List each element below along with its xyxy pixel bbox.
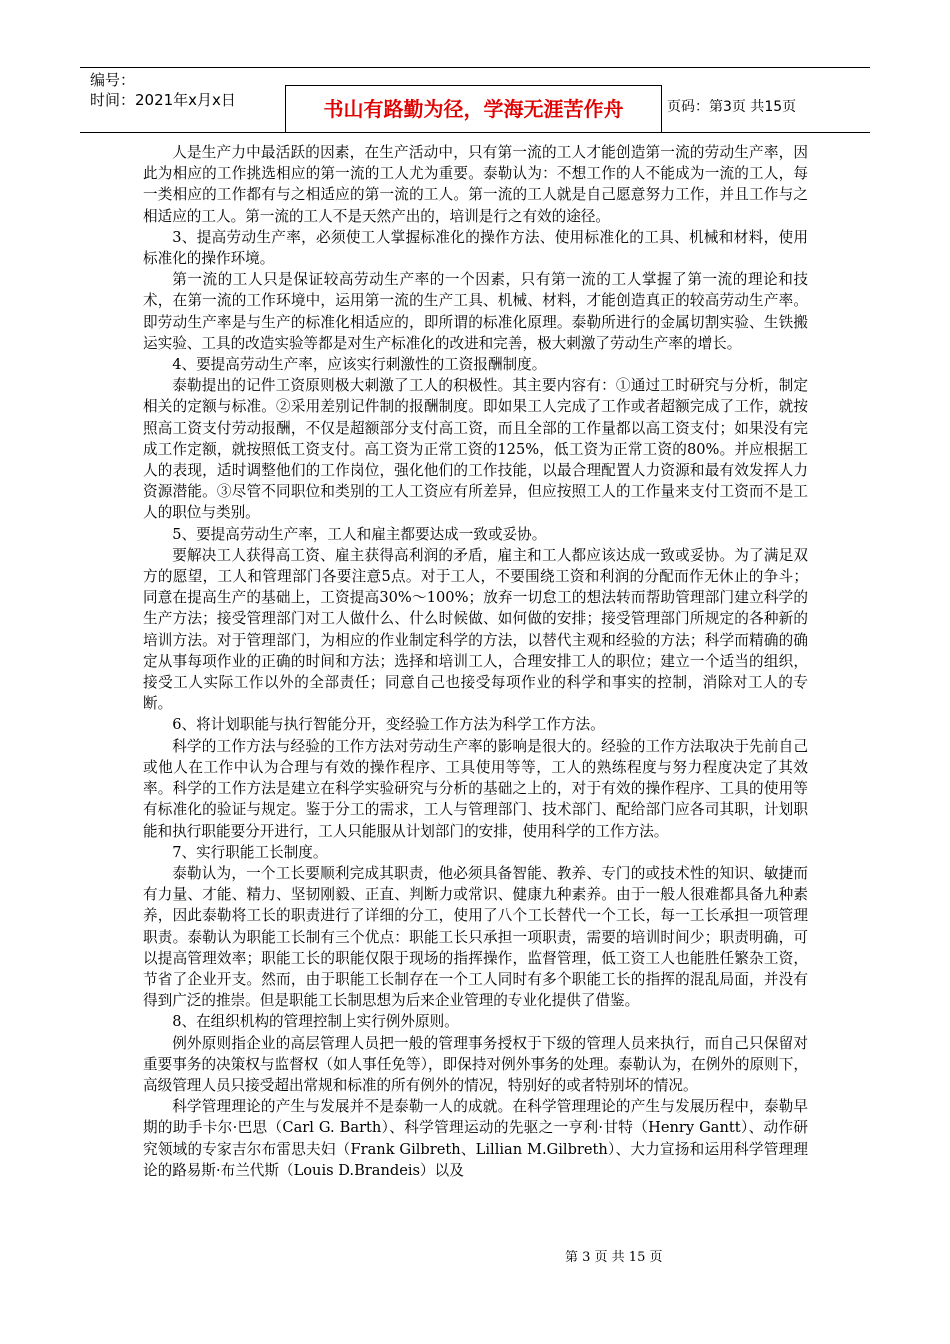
header-page-info: 页码：第3页 共15页	[667, 99, 797, 115]
document-body	[143, 142, 808, 1181]
section-heading-3: 3、提高劳动生产率，必须使工人掌握标准化的操作方法、使用标准化的工具、机械和材料，使用标准化的操作环境。	[143, 228, 808, 268]
header-bottom-rule	[80, 132, 870, 133]
page-footer: 第 3 页 共 15 页	[565, 1250, 663, 1265]
document-time-label: 时间：2021年x月x日	[90, 91, 236, 109]
body-paragraph: 人是生产力中最活跃的因素，在生产活动中，只有第一流的工人才能创造第一流的劳动生产率，因此为相应的工作挑选相应的第一流的工人尤为重要。泰勒认为：不想工作的人不能成为一流的工人，每一类相应的工作都有与之相适应的第一流的工人。第一流的工人就是自己愿意努力工作，并且工作与之相适应的工人。第一流的工人不是天然产出的，培训是行之有效的途径。	[143, 144, 808, 225]
body-paragraph: 第一流的工人只是保证较高劳动生产率的一个因素，只有第一流的工人掌握了第一流的理论和技术，在第一流的工作环境中，运用第一流的生产工具、机械、材料，才能创造真正的较高劳动生产率。即劳动生产率是与生产的标准化相适应的，即所谓的标准化原理。泰勒所进行的金属切割实验、生铁搬运实验、工具的改造实验等都是对生产标准化的改进和完善，极大刺激了劳动生产率的增长。	[143, 271, 808, 352]
body-paragraph: 要解决工人获得高工资、雇主获得高利润的矛盾，雇主和工人都应该达成一致或妥协。为了满足双方的愿望，工人和管理部门各要注意5点。对于工人，不要围绕工资和利润的分配而作无休止的争斗；同意在提高生产的基础上，工资提高30%～100%；放弃一切怠工的想法转而帮助管理部门建立科学的生产方法；接受管理部门对工人做什么、什么时候做、如何做的安排；接受管理部门所规定的各种新的培训方法。对于管理部门，为相应的作业制定科学的方法，以替代主观和经验的方法；科学而精确的确定从事每项作业的正确的时间和方法；选择和培训工人，合理安排工人的职位；建立一个适当的组织，接受工人实际工作以外的全部责任；同意自己也接受每项作业的科学和事实的控制，消除对工人的专断。	[143, 546, 808, 713]
page-header	[80, 67, 870, 133]
header-motto: 书山有路勤为径，学海无涯苦作舟	[285, 85, 662, 132]
body-paragraph: 例外原则指企业的高层管理人员把一般的管理事务授权于下级的管理人员来执行，而自己只保留对重要事务的决策权与监督权（如人事任免等），即保持对例外事务的处理。泰勒认为，在例外的原则下，高级管理人员只接受超出常规和标准的所有例外的情况，特别好的或者特别坏的情况。	[143, 1034, 808, 1094]
body-paragraph: 科学管理理论的产生与发展并不是泰勒一人的成就。在科学管理理论的产生与发展历程中，泰勒早期的助手卡尔·巴思（Carl G. Barth）、科学管理运动的先驱之一亨利·甘特（Henry Gantt）、动作研究领域的专家吉尔布雷思夫妇（Frank Gilbreth、Lillian M.Gilbreth）、大力宣扬和运用科学管理理论的路易斯·布兰代斯（Louis D.Brandeis）以及	[143, 1098, 808, 1179]
section-heading-8: 8、在组织机构的管理控制上实行例外原则。	[172, 1013, 459, 1031]
document-number-label: 编号：	[90, 71, 136, 89]
section-heading-7: 7、实行职能工长制度。	[172, 843, 328, 861]
header-left-block	[90, 70, 285, 130]
body-paragraph: 泰勒提出的记件工资原则极大刺激了工人的积极性。其主要内容有：①通过工时研究与分析，制定相关的定额与标准。②采用差别记件制的报酬制度。即如果工人完成了工作或者超额完成了工作，就按照高工资支付劳动报酬，不仅是超额部分支付高工资，而且全部的工作量都以高工资支付；如果没有完成工作定额，就按照低工资支付。高工资为正常工资的125%，低工资为正常工资的80%。并应根据工人的表现，适时调整他们的工作岗位，强化他们的工作技能，以最合理配置人力资源和最有效发挥人力资源潜能。③尽管不同职位和类别的工人工资应有所差异，但应按照工人的工作量来支付工资而不是工人的职位与类别。	[143, 377, 808, 522]
section-heading-5: 5、要提高劳动生产率，工人和雇主都要达成一致或妥协。	[172, 525, 547, 543]
section-heading-4: 4、要提高劳动生产率，应该实行刺激性的工资报酬制度。	[172, 356, 547, 374]
body-paragraph: 泰勒认为，一个工长要顺利完成其职责，他必须具备智能、教养、专门的或技术性的知识、敏捷而有力量、才能、精力、坚韧刚毅、正直、判断力或常识、健康九种素养。由于一般人很难都具备九种素养，因此泰勒将工长的职责进行了详细的分工，使用了八个工长替代一个工长，每一工长承担一项管理职责。泰勒认为职能工长制有三个优点：职能工长只承担一项职责，需要的培训时间少；职责明确，可以提高管理效率；职能工长的职能仅限于现场的指挥操作，监督管理，低工资工人也能胜任繁杂工资，节省了企业开支。然而，由于职能工长制存在一个工人同时有多个职能工长的指挥的混乱局面，并没有得到广泛的推崇。但是职能工长制思想为后来企业管理的专业化提供了借鉴。	[143, 864, 808, 1010]
body-paragraph: 科学的工作方法与经验的工作方法对劳动生产率的影响是很大的。经验的工作方法取决于先前自己或他人在工作中认为合理与有效的操作程序、工具使用等等，工人的熟练程度与努力程度决定了其效率。科学的工作方法是建立在科学实验研究与分析的基础之上的，对于有效的操作程序、工具的使用等有标准化的验证与规定。鉴于分工的需求，工人与管理部门、技术部门、配给部门应各司其职，计划职能和执行职能要分开进行，工人只能服从计划部门的安排，使用科学的工作方法。	[143, 737, 808, 840]
section-heading-6: 6、将计划职能与执行智能分开，变经验工作方法为科学工作方法。	[172, 716, 605, 734]
header-top-rule	[80, 67, 870, 68]
